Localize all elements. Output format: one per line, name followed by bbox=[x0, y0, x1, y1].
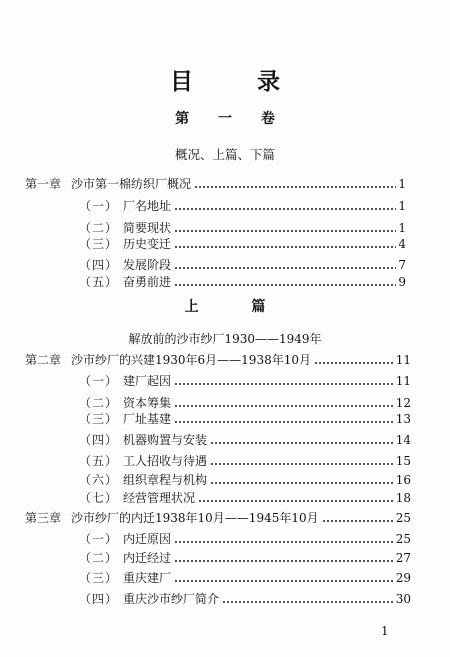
leader-dots bbox=[174, 540, 394, 544]
toc-section-title: 重庆沙市纱厂简介 bbox=[123, 592, 220, 606]
leader-dots bbox=[174, 420, 394, 424]
toc-section-title: 内迁原因 bbox=[123, 532, 172, 546]
toc-section-title: 奋勇前进 bbox=[123, 275, 172, 289]
toc-section-title: 简要现状 bbox=[123, 221, 172, 235]
toc-page-number: 15 bbox=[395, 454, 411, 468]
volume-heading: 第 一 卷 bbox=[175, 111, 287, 127]
leader-dots bbox=[210, 481, 394, 485]
toc-section-row bbox=[79, 453, 411, 469]
toc-chapter-title: 沙市第一棉纺织厂概况 bbox=[71, 177, 192, 191]
toc-section-title: 重庆建厂 bbox=[123, 571, 172, 585]
toc-section-title: 内迁经过 bbox=[123, 551, 172, 565]
leader-dots bbox=[174, 283, 396, 287]
toc-section-row bbox=[79, 236, 406, 252]
leader-dots bbox=[322, 519, 394, 523]
toc-section-title: 发展阶段 bbox=[123, 258, 172, 272]
toc-page-number: 14 bbox=[395, 433, 411, 447]
leader-dots bbox=[314, 361, 394, 365]
toc-page-number: 1 bbox=[398, 199, 406, 213]
leader-dots bbox=[174, 404, 394, 408]
toc-page-number: 12 bbox=[395, 396, 411, 410]
leader-dots bbox=[174, 207, 396, 211]
toc-section-number: （四） bbox=[79, 433, 119, 447]
toc-page-number: 25 bbox=[395, 511, 411, 525]
toc-section-number: （一） bbox=[79, 374, 119, 388]
toc-section-number: （三） bbox=[79, 571, 119, 585]
toc-section-row bbox=[79, 373, 411, 389]
toc-section-title: 建厂起因 bbox=[123, 374, 172, 388]
toc-section-row bbox=[79, 257, 406, 273]
toc-section-row bbox=[79, 570, 411, 586]
leader-dots bbox=[210, 462, 394, 466]
part-heading: 上 篇 bbox=[184, 299, 290, 315]
toc-chapter-row bbox=[25, 510, 411, 526]
toc-page-number: 29 bbox=[395, 571, 411, 585]
toc-page-number: 1 bbox=[398, 177, 406, 191]
leader-dots bbox=[174, 245, 396, 249]
toc-page-number: 1 bbox=[398, 221, 406, 235]
toc-section-number: （一） bbox=[79, 532, 119, 546]
toc-section-title: 组织章程与机构 bbox=[123, 473, 208, 487]
toc-section-title: 资本筹集 bbox=[123, 396, 172, 410]
toc-section-title: 历史变迁 bbox=[123, 237, 172, 251]
leader-dots bbox=[174, 382, 394, 386]
toc-page-number: 18 bbox=[395, 491, 411, 505]
toc-section-row bbox=[79, 591, 411, 607]
toc-page-number: 27 bbox=[395, 551, 411, 565]
toc-chapter-row bbox=[25, 352, 411, 368]
toc-chapter-number: 第二章 bbox=[25, 353, 62, 367]
toc-page-number: 11 bbox=[395, 374, 411, 388]
leader-dots bbox=[198, 499, 394, 503]
toc-section-row bbox=[79, 432, 411, 448]
toc-section-row bbox=[79, 395, 411, 411]
toc-section-row bbox=[79, 274, 406, 290]
leader-dots bbox=[174, 579, 394, 583]
toc-chapter-title: 沙市纱厂的内迁1938年10月——1945年10月 bbox=[71, 511, 319, 525]
toc-section-number: （五） bbox=[79, 275, 119, 289]
toc-section-row bbox=[79, 198, 406, 214]
toc-page-number: 25 bbox=[395, 532, 411, 546]
toc-section-row bbox=[79, 531, 411, 547]
volume-subtitle: 概况、上篇、下篇 bbox=[174, 147, 275, 162]
toc-page-number: 4 bbox=[398, 237, 406, 251]
leader-dots bbox=[174, 266, 396, 270]
leader-dots bbox=[174, 559, 394, 563]
toc-section-number: （四） bbox=[79, 592, 119, 606]
toc-section-number: （三） bbox=[79, 237, 119, 251]
toc-page-number: 11 bbox=[395, 353, 411, 367]
toc-section-row bbox=[79, 490, 411, 506]
toc-section-title: 经营管理状况 bbox=[123, 491, 196, 505]
toc-chapter-title: 沙市纱厂的兴建1930年6月——1938年10月 bbox=[71, 353, 311, 367]
toc-section-number: （四） bbox=[79, 258, 119, 272]
toc-section-number: （五） bbox=[79, 454, 119, 468]
period-heading: 解放前的沙市纱厂1930——1949年 bbox=[128, 332, 322, 346]
toc-chapter-number: 第三章 bbox=[25, 511, 62, 525]
toc-section-row bbox=[79, 220, 406, 236]
toc-section-title: 机器购置与安装 bbox=[123, 433, 208, 447]
page-number: 1 bbox=[381, 624, 389, 638]
toc-section-number: （二） bbox=[79, 221, 119, 235]
toc-page-number: 13 bbox=[395, 412, 411, 426]
toc-section-row bbox=[79, 411, 411, 427]
leader-dots bbox=[174, 229, 396, 233]
toc-section-number: （三） bbox=[79, 412, 119, 426]
toc-section-row bbox=[79, 550, 411, 566]
toc-page-number: 7 bbox=[398, 258, 406, 272]
toc-page-number: 16 bbox=[395, 473, 411, 487]
toc-section-number: （七） bbox=[79, 491, 119, 505]
toc-page-number: 9 bbox=[398, 275, 406, 289]
toc-section-number: （二） bbox=[79, 396, 119, 410]
leader-dots bbox=[194, 185, 396, 189]
toc-section-number: （二） bbox=[79, 551, 119, 565]
toc-section-number: （一） bbox=[79, 199, 119, 213]
toc-section-title: 厂名地址 bbox=[123, 199, 172, 213]
toc-chapter-number: 第一章 bbox=[25, 177, 62, 191]
leader-dots bbox=[210, 441, 394, 445]
page-title: 目 录 bbox=[169, 68, 308, 95]
toc-section-title: 厂址基建 bbox=[123, 412, 172, 426]
leader-dots bbox=[222, 600, 394, 604]
toc-page-number: 30 bbox=[395, 592, 411, 606]
toc-section-row bbox=[79, 472, 411, 488]
toc-section-number: （六） bbox=[79, 473, 119, 487]
toc-section-title: 工人招收与待遇 bbox=[123, 454, 208, 468]
toc-chapter-row bbox=[25, 176, 406, 192]
